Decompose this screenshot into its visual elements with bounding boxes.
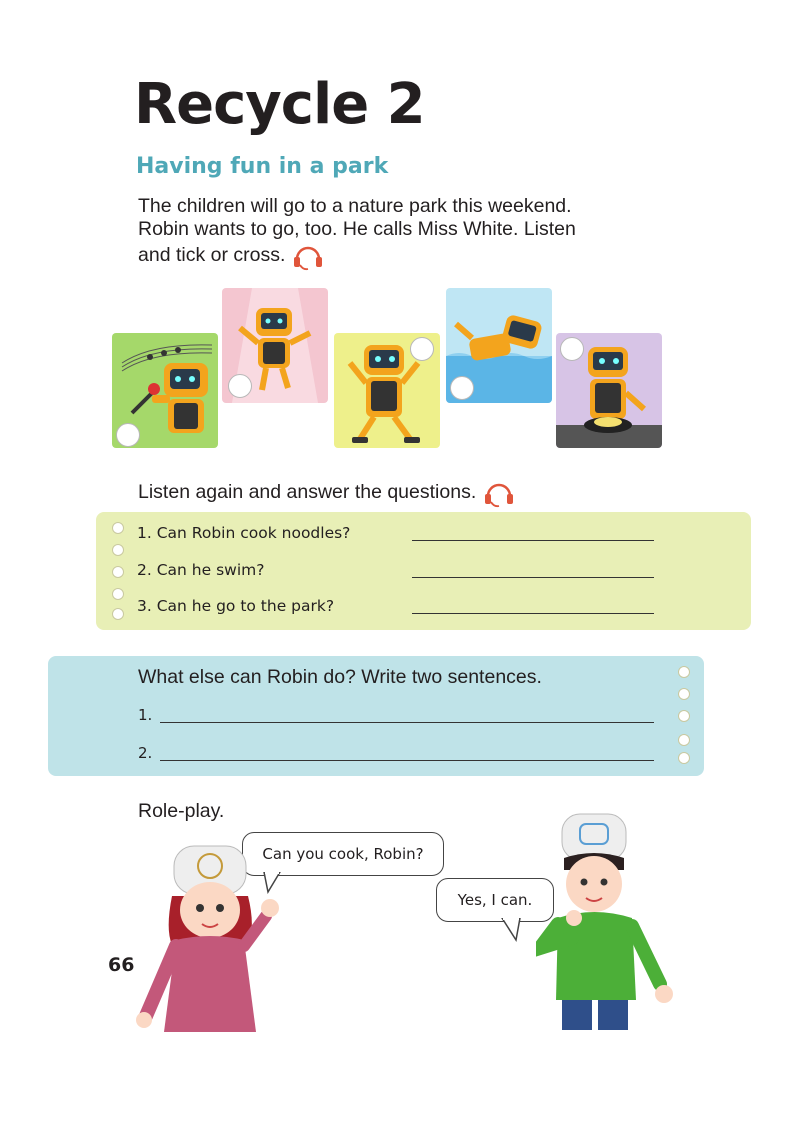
speech-bubble-girl: Can you cook, Robin? [242, 832, 444, 876]
binder-ring [112, 544, 124, 556]
tick-circle-1[interactable] [116, 423, 140, 447]
speech-bubble-boy: Yes, I can. [436, 878, 554, 922]
binder-ring [678, 734, 690, 746]
writing-number-1: 1. [138, 706, 153, 724]
binder-ring [112, 522, 124, 534]
intro-line-3 [138, 241, 325, 271]
question-3: 3. Can he go to the park? [137, 597, 335, 615]
dancing-robot-card [222, 288, 328, 403]
tick-circle-3[interactable] [410, 337, 434, 361]
headphones-icon[interactable] [482, 478, 516, 508]
writing-number-2: 2. [138, 744, 153, 762]
binder-ring [678, 688, 690, 700]
tick-circle-4[interactable] [450, 376, 474, 400]
writing-prompt: What else can Robin do? Write two sentences. [138, 666, 542, 688]
intro-line-2: Robin wants to go, too. He calls Miss White. Listen [138, 218, 576, 240]
binder-ring [112, 608, 124, 620]
writing-line-1[interactable] [160, 722, 654, 723]
question-2: 2. Can he swim? [137, 561, 265, 579]
boy-character-illustration [536, 808, 686, 1036]
binder-ring [678, 710, 690, 722]
page-title: Recycle 2 [134, 72, 425, 137]
girl-character-illustration [132, 836, 292, 1036]
answer-line-3[interactable] [412, 613, 654, 614]
answer-line-2[interactable] [412, 577, 654, 578]
binder-ring [678, 666, 690, 678]
listen-again-prompt [138, 478, 516, 508]
speech-bubble-tail [500, 918, 522, 942]
tick-circle-2[interactable] [228, 374, 252, 398]
tick-circle-5[interactable] [560, 337, 584, 361]
singing-robot-card [112, 333, 218, 448]
binder-ring [112, 566, 124, 578]
roleplay-heading: Role-play. [138, 800, 225, 822]
answer-line-1[interactable] [412, 540, 654, 541]
jumping-robot-card [334, 333, 440, 448]
question-1: 1. Can Robin cook noodles? [137, 524, 351, 542]
binder-ring [678, 752, 690, 764]
cooking-robot-card [556, 333, 662, 448]
binder-ring [112, 588, 124, 600]
section-subtitle: Having fun in a park [136, 154, 389, 179]
intro-line-3-text: and tick or cross. [138, 244, 286, 267]
listen-again-text: Listen again and answer the questions. [138, 481, 477, 504]
intro-line-1: The children will go to a nature park this weekend. [138, 195, 572, 217]
writing-line-2[interactable] [160, 760, 654, 761]
page-number: 66 [108, 954, 135, 976]
swimming-robot-card [446, 288, 552, 403]
headphones-icon[interactable] [291, 241, 325, 271]
